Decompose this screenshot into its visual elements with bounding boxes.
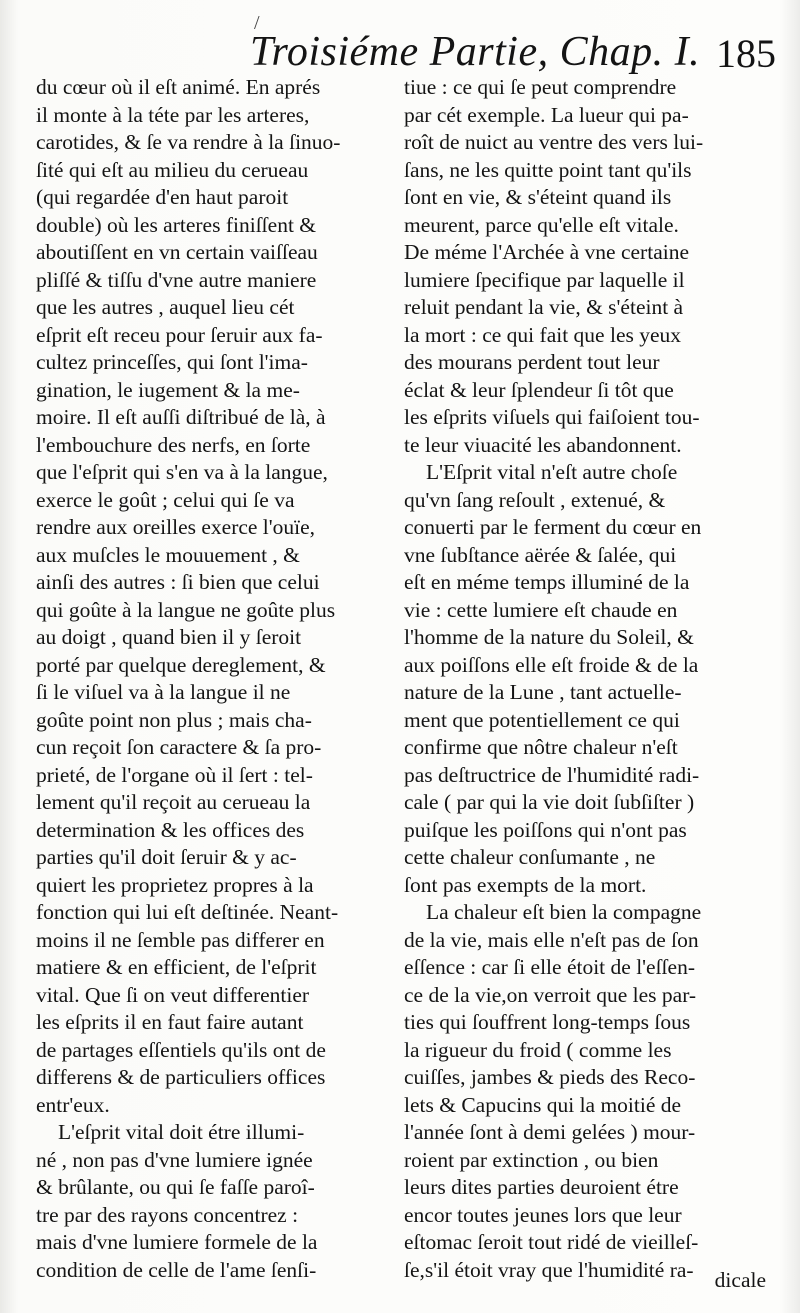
text-line: l'embouchure des nerfs, en ſorte bbox=[36, 432, 311, 457]
header-mark: / bbox=[254, 12, 260, 34]
text-line: & brûlante, ou qui ſe faſſe paroî- bbox=[36, 1175, 315, 1199]
text-line: pliſſé & tiſſu d'vne autre maniere bbox=[36, 267, 317, 292]
text-line: te leur viuacité les abandonnent. bbox=[404, 432, 682, 457]
text-line: la rigueur du froid ( comme les bbox=[404, 1037, 672, 1062]
text-line: vne ſubſtance aërée & ſalée, qui bbox=[404, 542, 677, 567]
text-line: les eſprits viſuels qui faiſoient tou- bbox=[404, 405, 700, 429]
text-line: mais d'vne lumiere formele de la bbox=[36, 1230, 318, 1254]
text-line: vie : cette lumiere eſt chaude en bbox=[404, 597, 678, 622]
text-line: reluit pendant la vie, & s'éteint à bbox=[404, 295, 684, 319]
text-line: nature de la Lune , tant actuelle- bbox=[404, 680, 682, 704]
text-line: l'année ſont à demi gelées ) mour- bbox=[404, 1120, 696, 1144]
text-line: roient par extinction , ou bien bbox=[404, 1147, 659, 1172]
text-line: goûte point non plus ; mais cha- bbox=[36, 707, 312, 732]
text-line: du cœur où il eſt animé. En aprés bbox=[36, 75, 321, 99]
text-line: La chaleur eſt bien la compagne bbox=[426, 900, 702, 924]
text-line: porté par quelque dereglement, & bbox=[36, 652, 326, 677]
text-line: cun reçoit ſon caractere & ſa pro- bbox=[36, 735, 322, 759]
text-line: cette chaleur conſumante , ne bbox=[404, 845, 656, 869]
text-line: qu'vn ſang reſoult , extenué, & bbox=[404, 487, 666, 512]
text-line: la mort : ce qui fait que les yeux bbox=[404, 322, 682, 347]
text-line: ſe,s'il étoit vray que l'humidité ra- bbox=[404, 1257, 694, 1282]
text-line: exerce le goût ; celui qui ſe va bbox=[36, 487, 295, 512]
text-line: conuerti par le ferment du cœur en bbox=[404, 515, 702, 539]
text-line: ſans, ne les quitte point tant qu'ils bbox=[404, 157, 692, 182]
text-line: moins il ne ſemble pas differer en bbox=[36, 927, 325, 952]
text-line: matiere & en efficient, de l'eſprit bbox=[36, 955, 317, 979]
text-line: ainſi des autres : ſi bien que celui bbox=[36, 570, 320, 594]
text-line: carotides, & ſe va rendre à la ſinuo- bbox=[36, 130, 341, 154]
text-line: né , non pas d'vne lumiere ignée bbox=[36, 1147, 313, 1172]
text-line: aux poiſſons elle eſt froide & de la bbox=[404, 652, 699, 677]
text-line: tre par des rayons concentrez : bbox=[36, 1202, 299, 1227]
text-line: par cét exemple. La lueur qui pa- bbox=[404, 102, 689, 127]
page-header bbox=[0, 12, 800, 76]
text-line: ties qui ſouffrent long-temps ſous bbox=[404, 1010, 691, 1034]
text-line: leurs dites parties deuroient étre bbox=[404, 1175, 679, 1199]
text-line: gination, le iugement & la me- bbox=[36, 377, 300, 402]
left-column bbox=[36, 74, 394, 1306]
text-line: tiue : ce qui ſe peut comprendre bbox=[404, 75, 677, 99]
text-line: qui goûte à la langue ne goûte plus bbox=[36, 597, 336, 622]
text-line: éclat & leur ſplendeur ſi tôt que bbox=[404, 377, 674, 402]
text-line: lement qu'il reçoit au cerueau la bbox=[36, 790, 311, 814]
text-line: eſſence : car ſi elle étoit de l'eſſen- bbox=[404, 955, 695, 979]
text-line: aboutiſſent en vn certain vaiſſeau bbox=[36, 240, 318, 264]
text-line: (qui regardée d'en haut paroit bbox=[36, 185, 289, 209]
text-line: differens & de particuliers offices bbox=[36, 1065, 326, 1089]
text-line: des mourans perdent tout leur bbox=[404, 350, 660, 374]
text-line: rendre aux oreilles exerce l'ouïe, bbox=[36, 515, 316, 539]
text-line: vital. Que ſi on veut differentier bbox=[36, 982, 310, 1007]
text-line: prieté, de l'organe où il ſert : tel- bbox=[36, 762, 313, 787]
text-line: encor toutes jeunes lors que leur bbox=[404, 1202, 682, 1227]
text-line: confirme que nôtre chaleur n'eſt bbox=[404, 735, 678, 759]
text-line: ment que potentiellement ce qui bbox=[404, 707, 680, 732]
running-title: Troisiéme Partie, Chap. I. bbox=[250, 29, 701, 75]
text-line: entr'eux. bbox=[36, 1092, 110, 1117]
text-line: cuiſſes, jambes & pieds des Reco- bbox=[404, 1065, 696, 1089]
text-line: ſité qui eſt au milieu du cerueau bbox=[36, 157, 309, 182]
text-line: determination & les offices des bbox=[36, 817, 305, 842]
right-column bbox=[404, 74, 766, 1306]
text-line: L'eſprit vital doit étre illumi- bbox=[58, 1120, 305, 1144]
text-line: De méme l'Archée à vne certaine bbox=[404, 240, 690, 264]
text-line: condition de celle de l'ame ſenſi- bbox=[36, 1257, 317, 1282]
text-line: de la vie, mais elle n'eſt pas de ſon bbox=[404, 927, 699, 952]
text-line: meurent, parce qu'elle eſt vitale. bbox=[404, 212, 679, 237]
text-line: quiert les proprietez propres à la bbox=[36, 872, 314, 897]
page-number: 185 bbox=[716, 31, 776, 76]
text-line: il monte à la téte par les arteres, bbox=[36, 102, 310, 127]
text-line: eſtomac ſeroit tout ridé de vieilleſ- bbox=[404, 1230, 699, 1254]
text-line: ce de la vie,on verroit que les par- bbox=[404, 982, 697, 1007]
text-line: eſprit eſt receu pour ſeruir aux fa- bbox=[36, 322, 323, 347]
text-line: moire. Il eſt auſſi diſtribué de là, à bbox=[36, 405, 326, 429]
text-line: ſont en vie, & s'éteint quand ils bbox=[404, 185, 672, 209]
text-line: aux muſcles le mouuement , & bbox=[36, 542, 300, 567]
text-line: puiſque les poiſſons qui n'ont pas bbox=[404, 817, 687, 842]
text-line: de partages eſſentiels qu'ils ont de bbox=[36, 1037, 326, 1062]
text-line: lumiere ſpecifique par laquelle il bbox=[404, 267, 685, 292]
text-line: double) où les arteres finiſſent & bbox=[36, 212, 317, 237]
text-line: les eſprits il en faut faire autant bbox=[36, 1010, 304, 1034]
catchword: dicale bbox=[714, 1268, 766, 1292]
text-line: parties qu'il doit ſeruir & y ac- bbox=[36, 845, 297, 869]
text-line: eſt en méme temps illuminé de la bbox=[404, 570, 690, 594]
text-line: que l'eſprit qui s'en va à la langue, bbox=[36, 460, 328, 484]
text-line: ſont pas exempts de la mort. bbox=[404, 872, 647, 897]
text-line: L'Eſprit vital n'eſt autre choſe bbox=[426, 460, 678, 484]
text-line: cale ( par qui la vie doit ſubſiſter ) bbox=[404, 790, 695, 814]
text-line: au doigt , quand bien il y ſeroit bbox=[36, 625, 302, 649]
text-line: roît de nuict au ventre des vers lui- bbox=[404, 130, 704, 154]
text-line: ſi le viſuel va à la langue il ne bbox=[36, 680, 291, 704]
text-line: cultez princeſſes, qui ſont l'ima- bbox=[36, 350, 308, 374]
text-line: l'homme de la nature du Soleil, & bbox=[404, 625, 694, 649]
text-line: lets & Capucins qui la moitié de bbox=[404, 1092, 682, 1117]
text-line: pas deſtructrice de l'humidité radi- bbox=[404, 762, 700, 787]
text-line: fonction qui lui eſt deſtinée. Neant- bbox=[36, 900, 339, 924]
text-line: que les autres , auquel lieu cét bbox=[36, 295, 295, 319]
